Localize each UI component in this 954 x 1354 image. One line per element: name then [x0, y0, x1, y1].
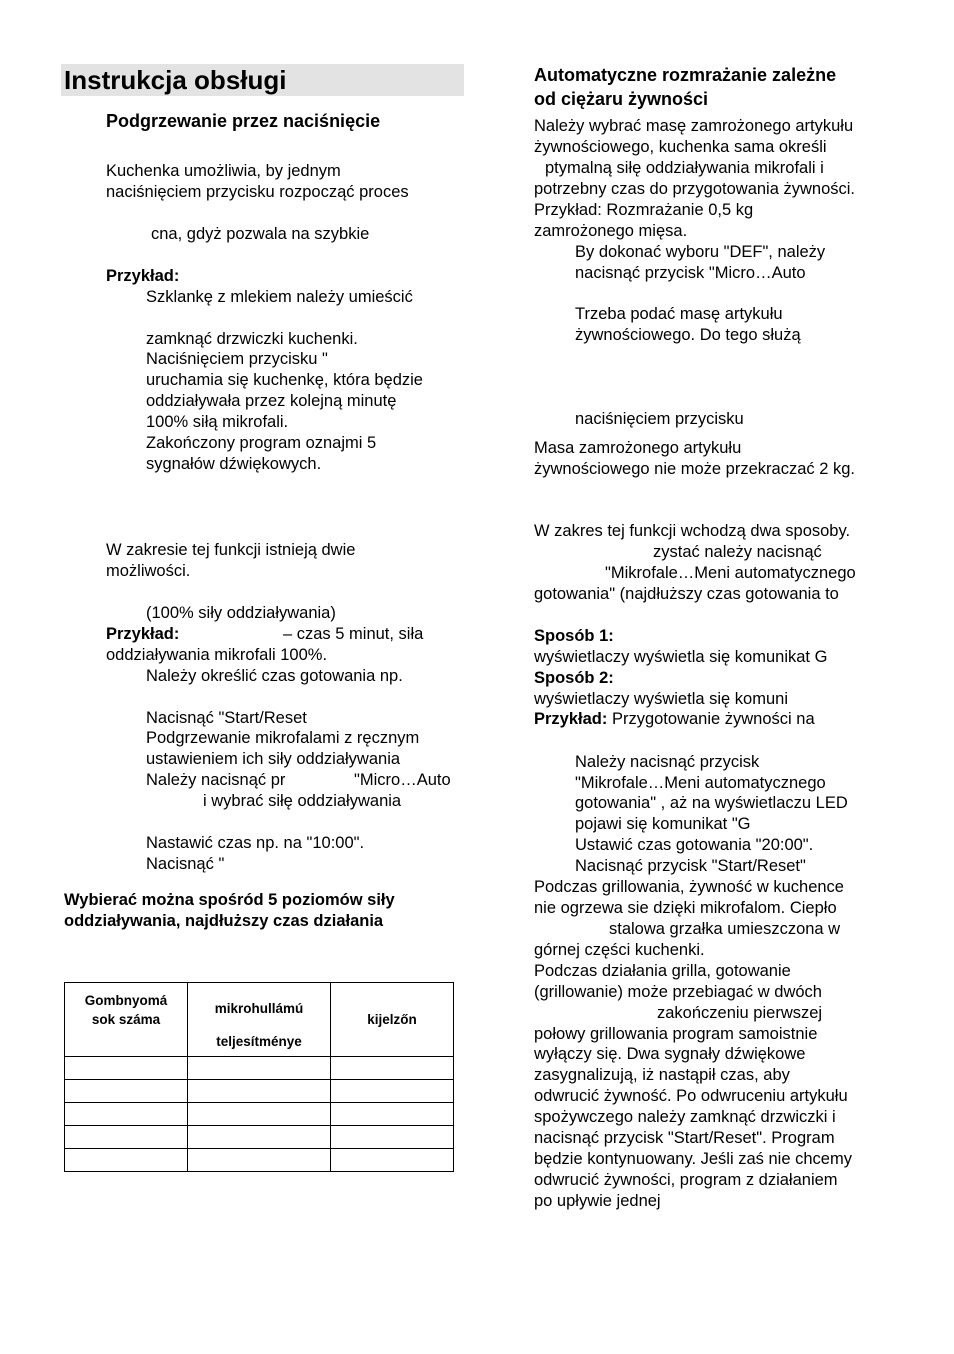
- table-header-row: [65, 983, 454, 1057]
- text-line: zystać należy nacisnąć: [653, 543, 822, 561]
- text-line: zakończeniu pierwszej: [657, 1004, 823, 1022]
- text-line: Podczas działania grilla, gotowanie: [534, 962, 791, 980]
- section-title-auto-defrost: Automatyczne rozmrażanie zależne: [534, 65, 837, 85]
- text-line: nacisnąć przycisk "Start/Reset". Program: [534, 1129, 835, 1147]
- text-line: połowy grillowania program samoistnie: [534, 1025, 818, 1043]
- text-line: – czas 5 minut, siła: [283, 625, 424, 643]
- text-line: i wybrać siłę oddziaływania: [203, 792, 402, 810]
- text-line: Przykład: Rozmrażanie 0,5 kg: [534, 201, 754, 219]
- text-line: będzie kontynuowany. Jeśli zaś nie chcemy: [534, 1150, 852, 1168]
- example-label: Przykład:: [106, 267, 180, 285]
- text-line: naciśnięciem przycisku: [575, 410, 744, 428]
- text-line: oddziaływała przez kolejną minutę: [146, 392, 397, 410]
- text-line: "Mikrofale…Meni automatycznego: [575, 774, 826, 792]
- text-line: Masa zamrożonego artykułu: [534, 439, 742, 457]
- way-label: Sposób 2:: [534, 669, 614, 687]
- text-line: nie ogrzewa sie dzięki mikrofalom. Ciepło: [534, 899, 837, 917]
- text-line: oddziaływania mikrofali 100%.: [106, 646, 328, 664]
- text-line: Ustawić czas gotowania "20:00".: [575, 836, 814, 854]
- text-line: Nacisnąć "Start/Reset: [146, 709, 307, 727]
- table-row: [65, 1126, 454, 1149]
- text-line: ptymalną siłę oddziaływania mikrofali i: [545, 159, 824, 177]
- text-line: 100% siłą mikrofali.: [146, 413, 289, 431]
- table-header-cell: mikrohullámú teljesítménye: [188, 983, 331, 1057]
- text-line: gotowania" (najdłuższy czas gotowania to: [534, 585, 839, 603]
- text-line: gotowania" , aż na wyświetlaczu LED: [575, 794, 848, 812]
- section-title-auto-defrost: od ciężaru żywności: [534, 89, 709, 109]
- text-line: pojawi się komunikat "G: [575, 815, 751, 833]
- text-line: Należy wybrać masę zamrożonego artykułu: [534, 117, 854, 135]
- text-line: Należy nacisnąć przycisk: [575, 753, 760, 771]
- text-line: nacisnąć przycisk "Micro…Auto: [575, 264, 806, 282]
- text-line: Nacisnąć ": [146, 855, 225, 873]
- text-line: Kuchenka umożliwia, by jednym: [106, 162, 341, 180]
- table-row: [65, 1103, 454, 1126]
- text-line: odwrucić żywność. Po odwruceniu artykułu: [534, 1087, 848, 1105]
- example-line: [534, 709, 815, 730]
- way-label: Sposób 1:: [534, 627, 614, 645]
- text-line: zasygnalizują, iż nastąpił czas, aby: [534, 1066, 790, 1084]
- text-line: cna, gdyż pozwala na szybkie: [151, 225, 370, 243]
- text-line: Naciśnięciem przycisku ": [146, 350, 328, 368]
- bold-note: Wybierać można spośród 5 poziomów siły: [64, 891, 395, 909]
- text-line: sygnałów dźwiękowych.: [146, 455, 322, 473]
- text-line: (grillowanie) może przebiagać w dwóch: [534, 983, 822, 1001]
- text-line: spożywczego należy zamknąć drzwiczki i: [534, 1108, 836, 1126]
- bold-note: oddziaływania, najdłuższy czas działania: [64, 912, 384, 930]
- text-line: Nastawić czas np. na "10:00".: [146, 834, 365, 852]
- table-row: [65, 1057, 454, 1080]
- page-heading-bar: [61, 64, 464, 96]
- text-line: Należy nacisnąć pr: [146, 771, 286, 789]
- text-line: ustawieniem ich siły oddziaływania: [146, 750, 401, 768]
- text-line: Należy określić czas gotowania np.: [146, 667, 403, 685]
- table-header-cell: kijelzőn: [331, 983, 454, 1057]
- text-line: Nacisnąć przycisk "Start/Reset": [575, 857, 806, 875]
- text-line: Zakończony program oznajmi 5: [146, 434, 377, 452]
- text-line: Podczas grillowania, żywność w kuchence: [534, 878, 844, 896]
- text-line: żywnościowego nie może przekraczać 2 kg.: [534, 460, 855, 478]
- text-line: możliwości.: [106, 562, 191, 580]
- text-line: stalowa grzałka umieszczona w: [609, 920, 841, 938]
- text-line: górnej części kuchenki.: [534, 941, 705, 959]
- text-line: "Micro…Auto: [354, 771, 451, 789]
- text-line: W zakres tej funkcji wchodzą dwa sposoby.: [534, 522, 851, 540]
- table-header-cell: Gombnyomá sok száma: [65, 983, 188, 1057]
- text-line: wyłączy się. Dwa sygnały dźwiękowe: [534, 1045, 806, 1063]
- example-text: Przygotowanie żywności na: [607, 710, 815, 728]
- text-line: naciśnięciem przycisku rozpocząć proces: [106, 183, 409, 201]
- text-line: potrzebny czas do przygotowania żywności.: [534, 180, 855, 198]
- text-line: po upływie jednej: [534, 1192, 661, 1210]
- text-line: Szklankę z mlekiem należy umieścić: [146, 288, 413, 306]
- text-line: odwrucić żywności, program z działaniem: [534, 1171, 838, 1189]
- text-line: "Mikrofale…Meni automatycznego: [605, 564, 856, 582]
- table-row: [65, 1149, 454, 1172]
- section-title-quick-heat: Podgrzewanie przez naciśnięcie: [106, 111, 381, 131]
- page-heading: Instrukcja obsługi: [64, 65, 287, 95]
- text-line: żywnościowego, kuchenka sama określi: [534, 138, 827, 156]
- text-line: zamrożonego mięsa.: [534, 222, 688, 240]
- text-line: uruchamia się kuchenkę, która będzie: [146, 371, 423, 389]
- power-levels-table: [64, 982, 454, 1172]
- text-line: W zakresie tej funkcji istnieją dwie: [106, 541, 356, 559]
- text-line: (100% siły oddziaływania): [146, 604, 336, 622]
- text-line: żywnościowego. Do tego służą: [575, 326, 801, 344]
- text-line: wyświetlaczy wyświetla się komuni: [534, 690, 788, 708]
- text-line: By dokonać wyboru "DEF", należy: [575, 243, 826, 261]
- example-label: Przykład:: [106, 625, 180, 643]
- text-line: wyświetlaczy wyświetla się komunikat G: [534, 648, 828, 666]
- text-line: Trzeba podać masę artykułu: [575, 305, 783, 323]
- example-label: Przykład:: [534, 710, 608, 728]
- text-line: Podgrzewanie mikrofalami z ręcznym: [146, 729, 420, 747]
- table-row: [65, 1080, 454, 1103]
- text-line: zamknąć drzwiczki kuchenki.: [146, 330, 358, 348]
